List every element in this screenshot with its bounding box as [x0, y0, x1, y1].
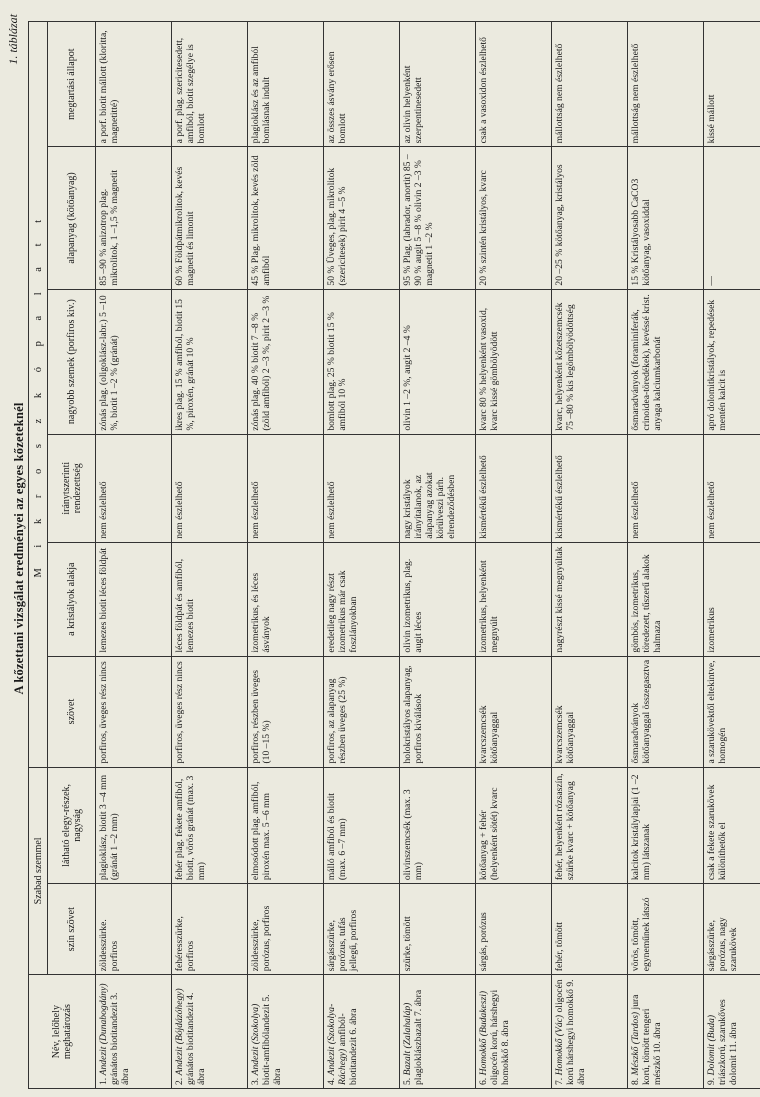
cell-lathato: csak a fekete szarukövek különíthetők el — [704, 767, 760, 884]
cell-irany: nem észlelhető — [324, 434, 400, 542]
rock-name: Homokkő (Vác) — [554, 1014, 565, 1076]
cell-alap: 20 –25 % kötőanyag, kristályos — [552, 147, 628, 289]
row-number: 1. — [98, 1077, 109, 1085]
cell-lathato: kalcitok kristálylapjai (1 –2 mm) látszanak — [628, 767, 704, 884]
row-number: 3. — [250, 1077, 261, 1085]
header-group-macro: Szabad szemmel — [29, 767, 48, 975]
cell-szovet: holokristályos alapanyag, porfiros kiválások — [400, 656, 476, 767]
cell-alap: 15 % Kristályosabb CaCO3 kötőanyag, vasoxiddal — [628, 147, 704, 289]
cell-szovet: kvarcszemcsék kötőanyaggal — [476, 656, 552, 767]
cell-lathato: málló amfiból és biotit (max. 6 –7 mm) — [324, 767, 400, 884]
cell-kristaly: izometrikus — [704, 542, 760, 656]
cell-kristaly: léces földpát és amfiból, lemezes biotit — [172, 542, 248, 656]
cell-allapot: plagioklász és az amfiból bomlásnak indult — [248, 22, 324, 147]
rock-name: Homokkő (Budakeszi) — [478, 990, 489, 1076]
rock-description: oligocén korú, hárshegyi homokkő 8. ábra — [489, 989, 511, 1085]
cell-name — [476, 975, 552, 1089]
cell-name — [628, 975, 704, 1089]
rock-description: gránátos biotitandezit 4. ábra — [185, 992, 207, 1085]
table-title: A kőzettani vizsgálat eredményei az egyes kőzeteknél — [12, 402, 26, 695]
cell-nagyobb: zónás plag. 40 % biotit 7 –8 % (zöld amfiból) 2 –3 %, pirit 2 –3 % — [248, 289, 324, 434]
cell-lathato: fehér plag. fekete amfiból, biotit, vörös gránát (max. 3 mm) — [172, 767, 248, 884]
cell-szin: zöldesszürke. porfiros — [96, 884, 172, 975]
rock-description: biotit-amfibólandezit 5. ábra — [261, 994, 283, 1085]
table-row — [476, 22, 552, 1089]
cell-szin: sárgás, porózus — [476, 884, 552, 975]
rock-description: plagioklászbazalt 7. ábra — [413, 989, 424, 1085]
rock-description: jura korú, tömött tengeri mészkő 10. ábra — [630, 994, 663, 1085]
cell-irany: nem észlelhető — [704, 434, 760, 542]
cell-nagyobb: olivin 1 –2 %, augit 2 –4 % — [400, 289, 476, 434]
cell-allapot: az összes ásvány erősen bomlott — [324, 22, 400, 147]
cell-szovet: a szarukövektől eltekintve, homogén — [704, 656, 760, 767]
cell-szin: vörös, tömött, egyneműnek látszó — [628, 884, 704, 975]
header-szin: szín szövet — [48, 884, 96, 975]
cell-kristaly: gömbös, izometrikus, töredezett, tűszerű alakok halmaza — [628, 542, 704, 656]
cell-name — [552, 975, 628, 1089]
header-alap: alapanyag (kötőanyag) — [48, 147, 96, 289]
header-nagyobb: nagyobb szemek (porfiros kiv.) — [48, 289, 96, 434]
row-number: 8. — [630, 1077, 641, 1085]
cell-nagyobb: bomlott plag. 25 % biotit 15 % amfiból 10 % — [324, 289, 400, 434]
cell-alap: 20 % szintén kristályos, kvarc — [476, 147, 552, 289]
cell-lathato: fehér, helyenként rózsaszín, szürke kvarc + kötőanyag — [552, 767, 628, 884]
cell-allapot: kissé mállott — [704, 22, 760, 147]
rock-description: triászkorú, szarukőves dolomit 11. ábra — [717, 999, 739, 1085]
cell-irany: kismértékű észlelhető — [476, 434, 552, 542]
cell-allapot: csak a vasoxidon észlelhető — [476, 22, 552, 147]
cell-kristaly: lemezes biotit léces földpát — [96, 542, 172, 656]
rock-description: oligocén korú hárshegyi homokkő 9. ábra — [554, 979, 587, 1085]
cell-szin: zöldesszürke, porózus, porfiros — [248, 884, 324, 975]
rock-name: Andezit (Bójdázóhegy) — [174, 988, 185, 1076]
cell-nagyobb: zónás plag. (oligoklász-labr.) 5 –10 %, biotit 1 –2 % (gránát) — [96, 289, 172, 434]
cell-kristaly: olivin izometrikus, plag. augit léces — [400, 542, 476, 656]
rock-analysis-table — [28, 21, 760, 1089]
cell-nagyobb: ősmaradványok (foraminiferák, crinoidea-töredékek), kevéssé krist. anyaga kalciumkarbonát — [628, 289, 704, 434]
cell-name — [704, 975, 760, 1089]
cell-irany: nem észlelhető — [96, 434, 172, 542]
cell-kristaly: izometrikus, és léces ásványok — [248, 542, 324, 656]
cell-name — [248, 975, 324, 1089]
cell-szovet: porfiros, üveges rész nincs — [96, 656, 172, 767]
row-number: 2. — [174, 1077, 185, 1085]
cell-allapot: az olivin helyenként szerpentinesedett — [400, 22, 476, 147]
rock-description: amfiból-biotitandezit 6. ábra — [337, 1008, 359, 1085]
cell-lathato: plagioklász, biotit 3 –4 mm (gránát 1 –2 mm) — [96, 767, 172, 884]
rock-name: Bazalt (Zalahaláp) — [402, 1002, 413, 1076]
cell-allapot: mállottság nem észlelhető — [628, 22, 704, 147]
cell-irany: nagy kristályok irányítalanok, az alapanyag azokat körülveszi párh. elrendeződésben — [400, 434, 476, 542]
cell-name — [96, 975, 172, 1089]
cell-szin: szürke, tömött — [400, 884, 476, 975]
cell-name — [172, 975, 248, 1089]
table-row — [704, 22, 760, 1089]
cell-szin: fehér, tömött — [552, 884, 628, 975]
row-number: 9. — [706, 1077, 717, 1085]
rock-name: Dolomit (Buda) — [706, 1014, 717, 1076]
cell-szin: sárgásszürke, porózus, nagy szarukövek — [704, 884, 760, 975]
table-row — [96, 22, 172, 1089]
cell-irany: nem észlelhető — [628, 434, 704, 542]
rock-name: Mészkő (Tardos) — [630, 1011, 641, 1076]
cell-alap: 95 % Plag. (labrador, anortit) 85 –90 % augit 5 –8 % olivin 2 –3 % magnetit 1 –2 % — [400, 147, 476, 289]
table-row — [552, 22, 628, 1089]
cell-nagyobb: ikres plag. 15 % amfiból, biotit 15 %, piroxén, gránát 10 % — [172, 289, 248, 434]
cell-alap: 50 % Üveges, plag. mikrolitok (szericitesek) pirit 4 –5 % — [324, 147, 400, 289]
cell-nagyobb: apró dolomitkristályok, repedések mentén kalcit is — [704, 289, 760, 434]
header-szovet: szövet — [48, 656, 96, 767]
header-lathato: látható elegy-részek, nagyság — [48, 767, 96, 884]
cell-szovet: kvarcszemcsék kötőanyaggal — [552, 656, 628, 767]
cell-nagyobb: kvarc 80 % helyenként vasoxid, kvarc kissé gömbölyödött — [476, 289, 552, 434]
rock-name: Andezit (Szokolya-Ráchegy) — [326, 1003, 348, 1085]
cell-allapot: mállottság nem észlelhető — [552, 22, 628, 147]
header-allapot: megtartási állapot — [48, 22, 96, 147]
header-name: Név, lelőhely meghatározás — [29, 975, 96, 1089]
cell-lathato: kötőanyag + fehér (helyenként sötét) kvarc — [476, 767, 552, 884]
cell-szovet: porfiros, az alapanyag részben üveges (25 %) — [324, 656, 400, 767]
cell-szin: fehéresszürke, porfiros — [172, 884, 248, 975]
header-irany: iránytszerinti rendezettség — [48, 434, 96, 542]
row-number: 5. — [402, 1077, 413, 1085]
row-number: 6. — [478, 1077, 489, 1085]
rock-name: Andezit (Szokolya) — [250, 1003, 261, 1076]
cell-lathato: elmosódott plag. amfiból, piroxén max. 5 –6 mm — [248, 767, 324, 884]
cell-name — [324, 975, 400, 1089]
cell-lathato: olivinszemcsék (max. 3 mm) — [400, 767, 476, 884]
rock-name: Andezit (Dunabogdány) — [98, 983, 109, 1076]
row-number: 7. — [554, 1077, 565, 1085]
cell-alap: 45 % Plag. mikrolitok, kevés zöld amfiból — [248, 147, 324, 289]
cell-alap: 85 –90 % anizotrop plag. mikrolitok, 1 –1,5 % magnetit — [96, 147, 172, 289]
cell-szovet: porfiros, üveges rész nincs — [172, 656, 248, 767]
cell-irany: nem észlelhető — [248, 434, 324, 542]
row-number: 4. — [326, 1077, 337, 1085]
header-kristaly: a kristályok alakja — [48, 542, 96, 656]
header-group-micro: M i k r o s z k ó p a l a t t — [29, 22, 48, 768]
cell-nagyobb: kvarc, helyenként kőzetszemcsék 75 –80 % kis legömbölyödöttség — [552, 289, 628, 434]
cell-szovet: porfiros, részben üveges (10 –15 %) — [248, 656, 324, 767]
cell-szovet: ősmaradványok kötőanyaggal összegasztva — [628, 656, 704, 767]
cell-allapot: a porf. plag. szericitesedett, amfiból, biotit szegélye is bomlott — [172, 22, 248, 147]
cell-irany: kismértékű észlelhető — [552, 434, 628, 542]
rock-description: gránátos biotitandezit 3. ábra — [109, 992, 131, 1085]
cell-irany: nem észlelhető — [172, 434, 248, 542]
cell-alap: 60 % Földpátmikrolitok, kevés magnetit és limonit — [172, 147, 248, 289]
cell-allapot: a porf. biotit mállott (kloritta, magnetitté) — [96, 22, 172, 147]
cell-name — [400, 975, 476, 1089]
table-row — [248, 22, 324, 1089]
table-number: 1. táblázat — [6, 14, 20, 65]
cell-szin: sárgásszürke, porózus, tufás jellegű, porfiros — [324, 884, 400, 975]
cell-kristaly: eredetileg nagy részt izometrikus már csak foszlányokban — [324, 542, 400, 656]
cell-kristaly: nagyrészt kissé megnyúltak — [552, 542, 628, 656]
table-row — [324, 22, 400, 1089]
table-row — [628, 22, 704, 1089]
table-body — [96, 22, 760, 1089]
cell-alap: — — [704, 147, 760, 289]
table-row — [400, 22, 476, 1089]
cell-kristaly: izometrikus, helyenként megnyúlt — [476, 542, 552, 656]
table-row — [172, 22, 248, 1089]
